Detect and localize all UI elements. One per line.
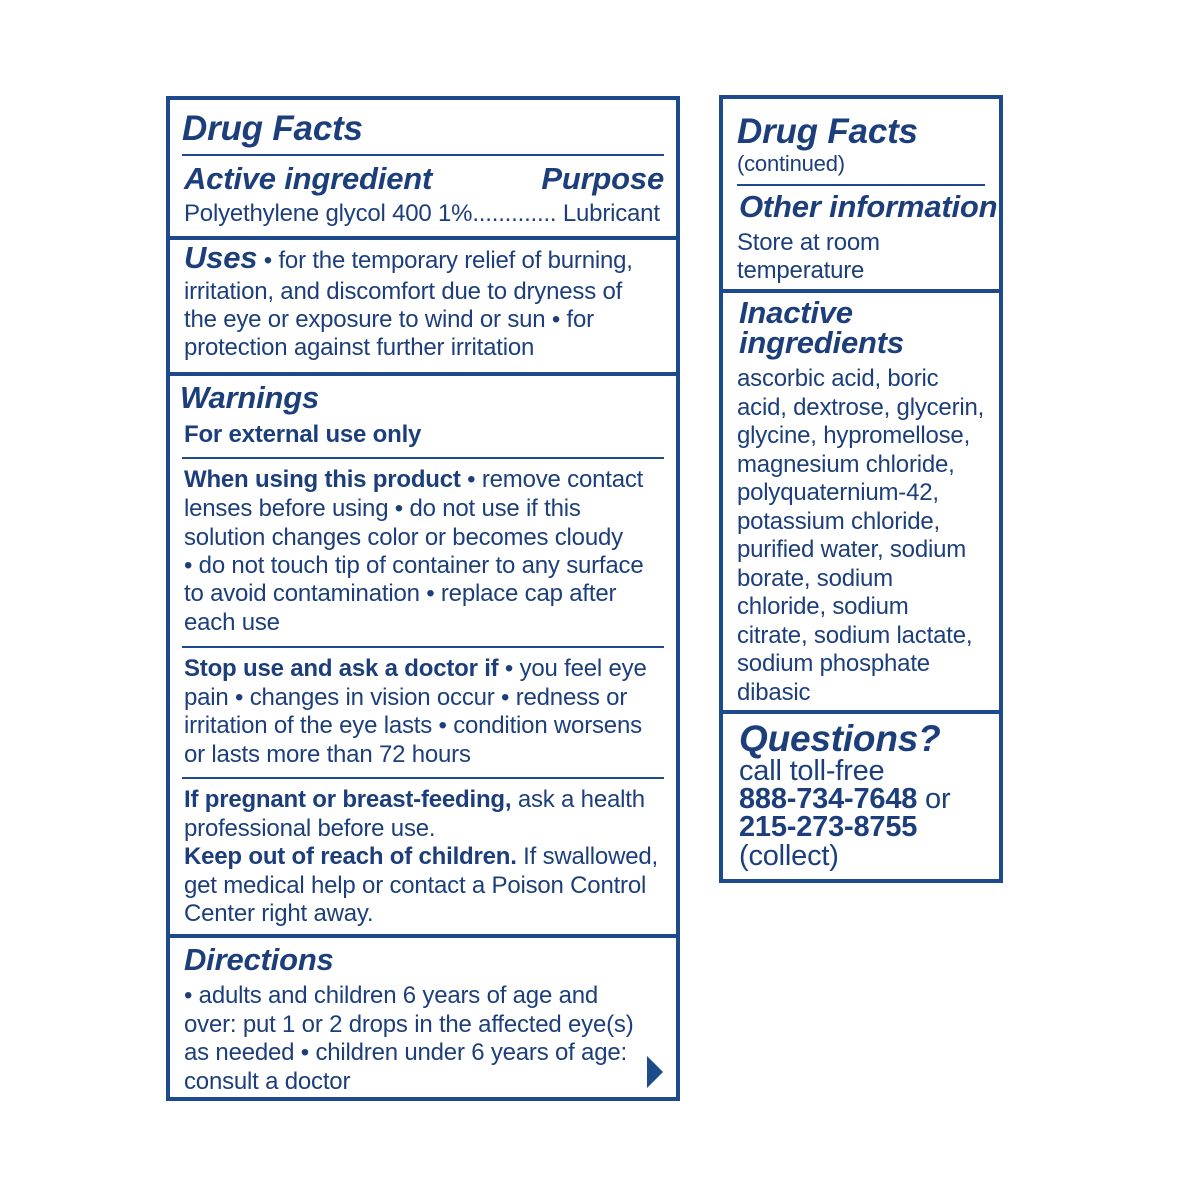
active-ingredient-heading: Active ingredient <box>184 161 433 196</box>
phone-line-1 <box>739 784 950 814</box>
inactive-line-7: purified water, sodium <box>737 536 967 563</box>
inactive-line-3: glycine, hypromellose, <box>737 422 971 449</box>
other-info-line-1: Store at room <box>737 229 880 256</box>
collect-label: (collect) <box>739 840 839 872</box>
keep-out-line-1 <box>184 843 658 872</box>
drug-facts-title: Drug Facts <box>182 109 363 148</box>
divider <box>182 154 664 156</box>
uses-line-1 <box>184 240 633 276</box>
when-using-line-6: each use <box>184 609 280 636</box>
inactive-line-8: borate, sodium <box>737 565 893 592</box>
pregnant-line-2: professional before use. <box>184 815 436 842</box>
toll-free-phone: 888-734-7648 <box>739 783 918 815</box>
stop-use-line-2: pain • changes in vision occur • redness or <box>184 684 628 711</box>
keep-out-label: Keep out of reach of children. <box>184 843 517 870</box>
pregnant-line-1 <box>184 786 645 815</box>
when-using-line-3: solution changes color or becomes cloudy <box>184 524 623 551</box>
directions-line-4: consult a doctor <box>184 1068 351 1095</box>
uses-text: • for the temporary relief of burning, <box>257 247 633 274</box>
inactive-line-5: polyquaternium-42, <box>737 479 939 506</box>
directions-heading: Directions <box>184 942 334 977</box>
divider <box>182 777 664 779</box>
inactive-line-10: citrate, sodium lactate, <box>737 622 973 649</box>
uses-line-2: irritation, and discomfort due to dryness of <box>184 278 623 305</box>
inactive-line-1: ascorbic acid, boric <box>737 365 939 392</box>
active-ingredient-line: Polyethylene glycol 400 1%............. Lubricant <box>184 200 660 227</box>
when-using-line-4: • do not touch tip of container to any surface <box>184 552 644 579</box>
divider <box>182 457 664 459</box>
keep-out-text: If swallowed, <box>516 843 658 870</box>
directions-line-3: as needed • children under 6 years of age: <box>184 1039 627 1066</box>
or-text: or <box>917 783 951 815</box>
stop-use-line-1 <box>184 655 647 684</box>
inactive-heading-1: Inactive <box>739 295 853 330</box>
collect-phone: 215-273-8755 <box>739 811 918 843</box>
section-bar <box>170 372 676 376</box>
stop-use-label: Stop use and ask a doctor if <box>184 655 499 682</box>
drug-facts-panel-left <box>166 96 680 1101</box>
warnings-heading: Warnings <box>180 380 320 415</box>
divider <box>737 184 985 186</box>
when-using-line-5: to avoid contamination • replace cap after <box>184 580 617 607</box>
external-use-text: For external use only <box>184 421 422 448</box>
uses-heading: Uses <box>184 240 258 275</box>
inactive-line-12: dibasic <box>737 679 811 706</box>
pregnant-text: ask a health <box>511 786 645 813</box>
section-bar <box>170 934 676 938</box>
stop-use-text: • you feel eye <box>498 655 647 682</box>
other-information-heading: Other information <box>739 189 998 224</box>
stop-use-line-3: irritation of the eye lasts • condition worsens <box>184 712 642 739</box>
when-using-text: • remove contact <box>460 466 644 493</box>
when-using-label: When using this product <box>184 466 461 493</box>
keep-out-line-2: get medical help or contact a Poison Control <box>184 872 647 899</box>
section-bar <box>723 289 999 293</box>
purpose-heading: Purpose <box>541 161 664 196</box>
drug-facts-title-continued: Drug Facts <box>737 112 918 151</box>
section-bar <box>723 710 999 714</box>
inactive-line-4: magnesium chloride, <box>737 451 955 478</box>
inactive-heading-2: ingredients <box>739 325 904 360</box>
questions-heading: Questions? <box>739 718 941 759</box>
directions-line-1: • adults and children 6 years of age and <box>184 982 599 1009</box>
call-toll-free: call toll-free <box>739 755 885 787</box>
triangle-right-icon <box>647 1056 663 1088</box>
pregnant-label: If pregnant or breast-feeding, <box>184 786 512 813</box>
uses-line-4: protection against further irritation <box>184 334 535 361</box>
inactive-line-6: potassium chloride, <box>737 508 940 535</box>
divider <box>182 646 664 648</box>
directions-line-2: over: put 1 or 2 drops in the affected eye(s) <box>184 1011 634 1038</box>
other-info-line-2: temperature <box>737 257 865 284</box>
stop-use-line-4: or lasts more than 72 hours <box>184 741 471 768</box>
inactive-line-9: chloride, sodium <box>737 593 909 620</box>
continued-label: (continued) <box>737 151 845 176</box>
inactive-line-2: acid, dextrose, glycerin, <box>737 394 985 421</box>
keep-out-line-3: Center right away. <box>184 900 374 927</box>
uses-line-3: the eye or exposure to wind or sun • for <box>184 306 594 333</box>
drug-facts-panel-right <box>719 95 1003 883</box>
when-using-line-1 <box>184 466 643 495</box>
when-using-line-2: lenses before using • do not use if this <box>184 495 581 522</box>
inactive-line-11: sodium phosphate <box>737 650 930 677</box>
